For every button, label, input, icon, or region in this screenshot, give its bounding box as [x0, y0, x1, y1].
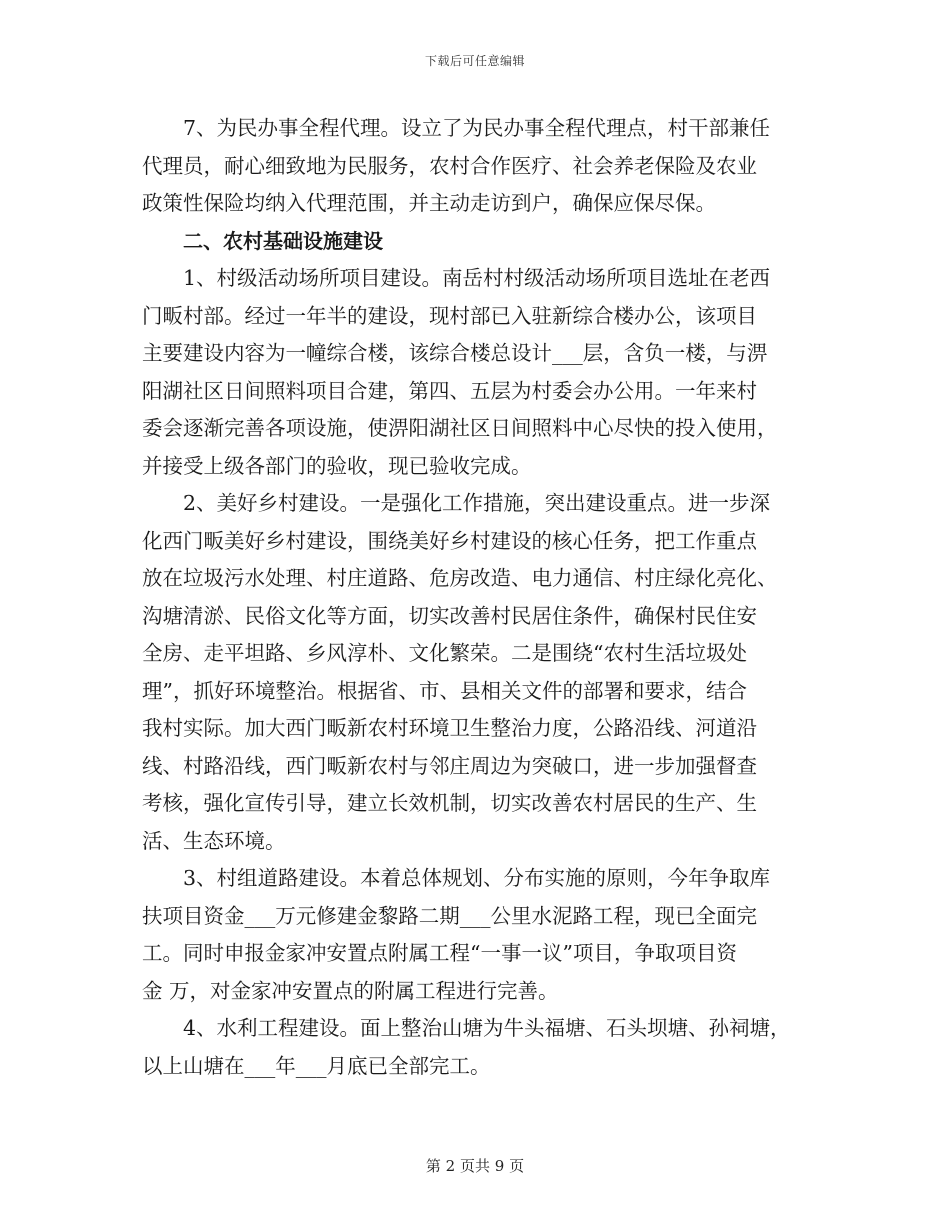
paragraph-line: 4、水利工程建设。面上整治山塘为牛头福塘、石头坝塘、孙祠塘，: [183, 1016, 791, 1040]
paragraph-line: 门畈村部。经过一年半的建设，现村部已入驻新综合楼办公，该项目: [142, 303, 757, 328]
paragraph-line: 金 万，对金家冲安置点的附属工程进行完善。: [142, 978, 559, 1003]
paragraph-line: 全房、走平坦路、乡风淳朴、文化繁荣。二是围绕“农村生活垃圾处: [142, 641, 747, 665]
document-body: [142, 110, 810, 1085]
paragraph-line: 7、为民办事全程代理。设立了为民办事全程代理点，村干部兼任: [183, 116, 771, 140]
paragraph-line: 阳湖社区日间照料项目合建，第四、五层为村委会办公用。一年来村: [142, 378, 757, 403]
paragraph-line: 我村实际。加大西门畈新农村环境卫生整治力度，公路沿线、河道沿: [142, 716, 757, 740]
paragraph-line: 2、美好乡村建设。一是强化工作措施，突出建设重点。进一步深: [183, 491, 771, 515]
page-footer: 第 2 页共 9 页: [425, 1157, 525, 1175]
paragraph-line: 代理员，耐心细致地为民服务，农村合作医疗、社会养老保险及农业: [142, 153, 757, 178]
paragraph-line: 工。同时申报金家冲安置点附属工程“一事一议”项目，争取项目资: [142, 941, 737, 965]
paragraph-line: 委会逐渐完善各项设施，使淠阳湖社区日间照料中心尽快的投入使用，: [142, 416, 778, 440]
paragraph-line: 化西门畈美好乡村建设，围绕美好乡村建设的核心任务，把工作重点: [142, 528, 757, 553]
page-header: 下载后可任意编辑: [424, 54, 525, 68]
paragraph-line: 主要建设内容为一幢综合楼，该综合楼总设计___层，含负一楼，与淠: [142, 341, 768, 365]
paragraph-line: 理”，抓好环境整治。根据省、市、县相关文件的部署和要求，结合: [142, 678, 747, 703]
section-heading: 二、农村基础设施建设: [183, 228, 383, 253]
paragraph-line: 放在垃圾污水处理、村庄道路、危房改造、电力通信、村庄绿化亮化、: [142, 566, 778, 590]
paragraph-line: 线、村路沿线，西门畈新农村与邻庄周边为突破口，进一步加强督查: [142, 753, 757, 778]
paragraph-line: 扶项目资金___万元修建金黎路二期___公里水泥路工程，现已全面完: [142, 903, 757, 928]
paragraph-line: 以上山塘在___年___月底已全部完工。: [142, 1053, 491, 1078]
paragraph-line: 3、村组道路建设。本着总体规划、分布实施的原则，今年争取库: [183, 866, 771, 890]
paragraph-line: 活、生态环境。: [142, 828, 286, 853]
paragraph-line: 1、村级活动场所项目建设。南岳村村级活动场所项目选址在老西: [183, 266, 771, 290]
paragraph-line: 并接受上级各部门的验收，现已验收完成。: [142, 453, 532, 478]
paragraph-line: 政策性保险均纳入代理范围，并主动走访到户，确保应保尽保。: [142, 191, 716, 215]
paragraph-line: 考核，强化宣传引导，建立长效机制，切实改善农村居民的生产、生: [142, 791, 757, 815]
paragraph-line: 沟塘清淤、民俗文化等方面，切实改善村民居住条件，确保村民住安: [142, 603, 757, 628]
